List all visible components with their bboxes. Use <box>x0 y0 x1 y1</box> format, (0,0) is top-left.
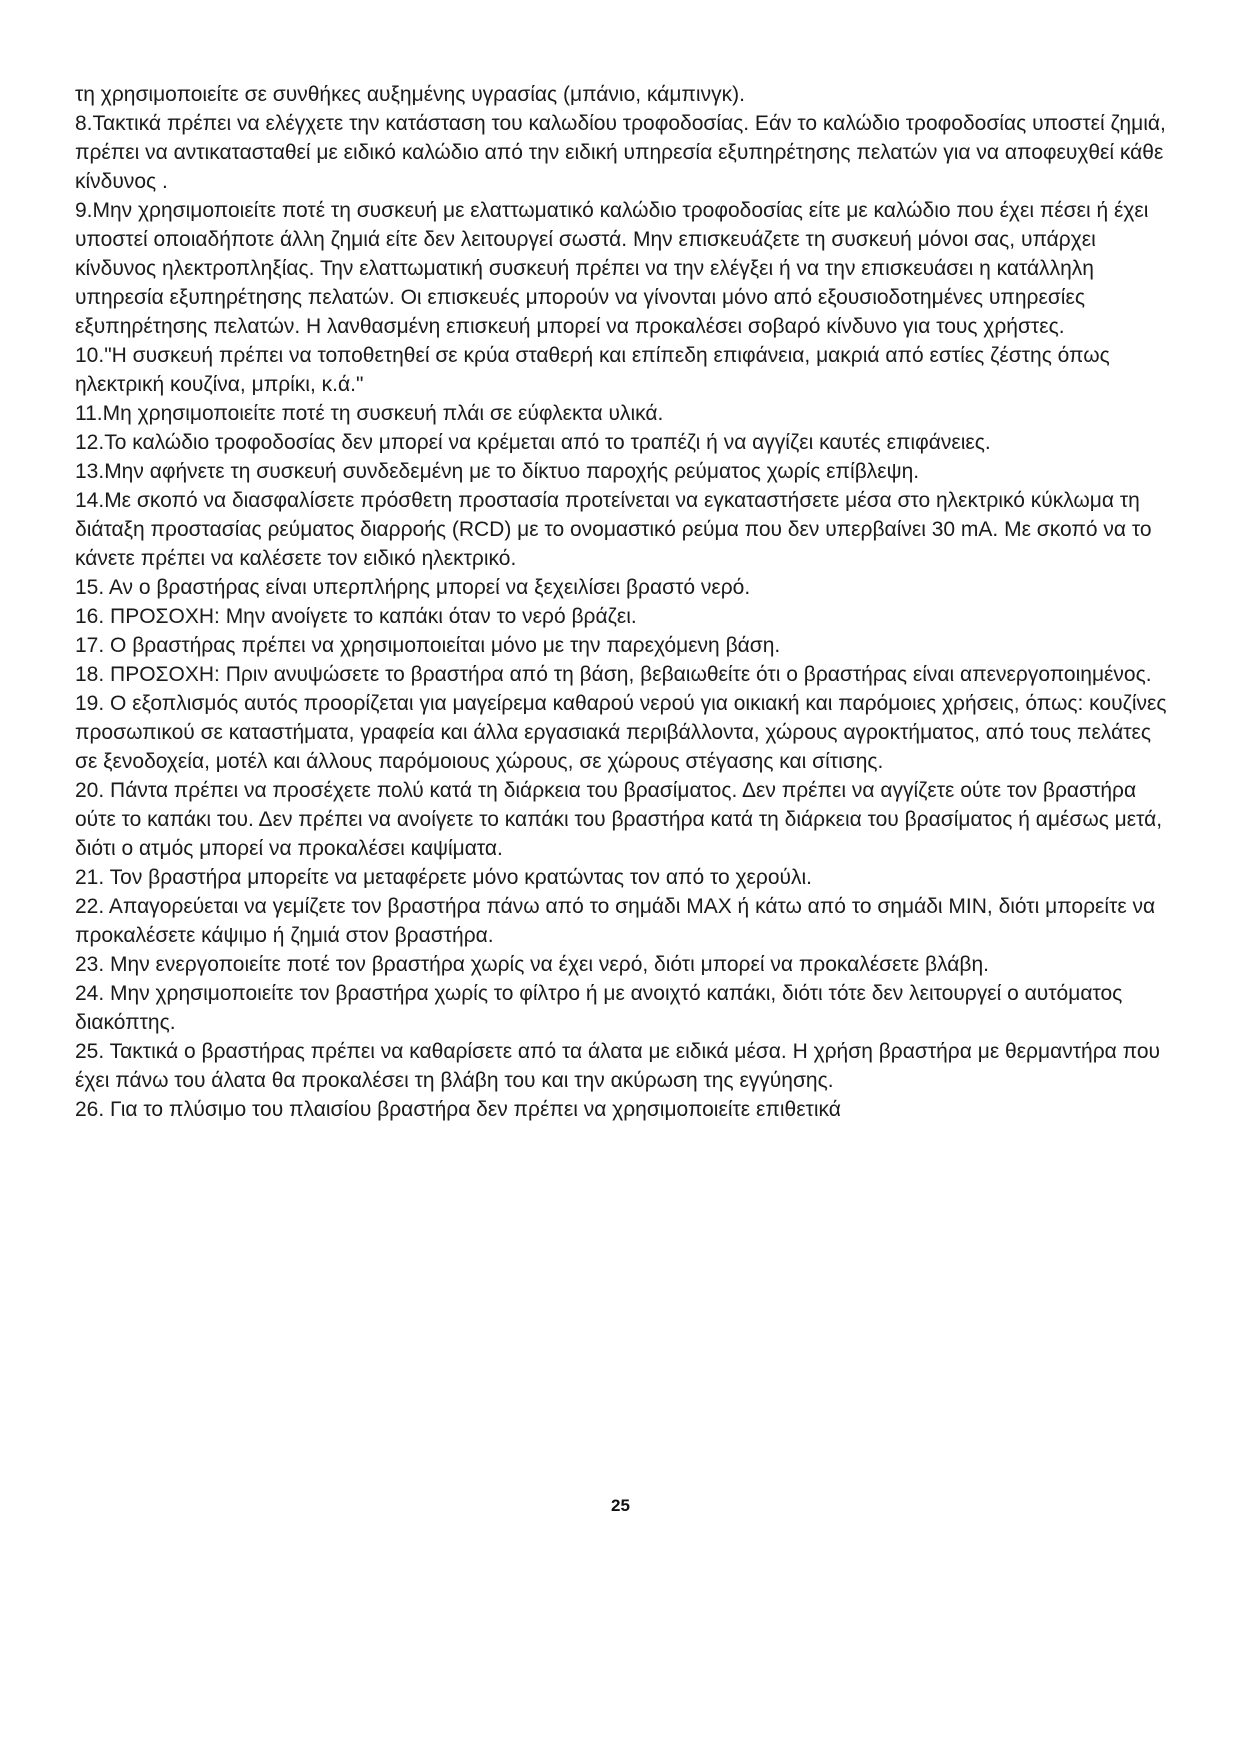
paragraph-item-21: 21. Τον βραστήρα μπορείτε να μεταφέρετε μόνο κρατώντας τον από το χερούλι. <box>75 866 813 889</box>
page-number: 25 <box>611 1496 630 1515</box>
paragraph-continuation: τη χρησιμοποιείτε σε συνθήκες αυξημένης υγρασίας (μπάνιο, κάμπινγκ). <box>75 83 745 106</box>
paragraph-item-16: 16. ΠΡΟΣΟΧΗ: Μην ανοίγετε το καπάκι όταν το νερό βράζει. <box>75 605 637 628</box>
paragraph-item-9: 9.Μην χρησιμοποιείτε ποτέ τη συσκευή με ελαττωματικό καλώδιο τροφοδοσίας είτε με καλώδιο που έχει πέσει ή έχει υποστεί οποιαδήποτε άλλη ζημιά είτε δεν λειτουργεί σωστά. Μην επισκευάζετε τη συσκευή μόνοι σας, υπάρχει κίνδυνος ηλεκτροπληξίας. Την ελαττωματική συσκευή πρέπει να την ελέγξει ή να την επισκευάσει η κατάλληλη υπηρεσία εξυπηρέτησης πελατών. Οι επισκευές μπορούν να γίνονται μόνο από εξουσιοδοτημένες υπηρεσίες εξυπηρέτησης πελατών. Η λανθασμένη επισκευή μπορεί να προκαλέσει σοβαρό κίνδυνο για τους χρήστες. <box>75 199 1149 338</box>
paragraph-item-15: 15. Αν ο βραστήρας είναι υπερπλήρης μπορεί να ξεχειλίσει βραστό νερό. <box>75 576 751 599</box>
paragraph-item-24: 24. Μην χρησιμοποιείτε τον βραστήρα χωρίς το φίλτρο ή με ανοιχτό καπάκι, διότι τότε δεν λειτουργεί ο αυτόματος διακόπτης. <box>75 982 1123 1034</box>
paragraph-item-22: 22. Απαγορεύεται να γεμίζετε τον βραστήρα πάνω από το σημάδι MAX ή κάτω από το σημάδι MIN, διότι μπορείτε να προκαλέσετε κάψιμο ή ζημιά στον βραστήρα. <box>75 895 1156 947</box>
paragraph-item-25: 25. Τακτικά ο βραστήρας πρέπει να καθαρίσετε από τα άλατα με ειδικά μέσα. Η χρήση βραστήρα με θερμαντήρα που έχει πάνω του άλατα θα προκαλέσει τη βλάβη του και την ακύρωση της εγγύησης. <box>75 1040 1160 1092</box>
body-text <box>75 80 1170 1124</box>
paragraph-item-12: 12.Το καλώδιο τροφοδοσίας δεν μπορεί να κρέμεται από το τραπέζι ή να αγγίζει καυτές επιφάνειες. <box>75 431 991 454</box>
paragraph-item-23: 23. Μην ενεργοποιείτε ποτέ τον βραστήρα χωρίς να έχει νερό, διότι μπορεί να προκαλέσετε βλάβη. <box>75 953 989 976</box>
paragraph-item-10: 10."Η συσκευή πρέπει να τοποθετηθεί σε κρύα σταθερή και επίπεδη επιφάνεια, μακριά από εστίες ζέστης όπως ηλεκτρική κουζίνα, μπρίκι, κ.ά." <box>75 344 1110 396</box>
paragraph-item-26: 26. Για το πλύσιμο του πλαισίου βραστήρα δεν πρέπει να χρησιμοποιείτε επιθετικά <box>75 1098 841 1121</box>
paragraph-item-19: 19. Ο εξοπλισμός αυτός προορίζεται για μαγείρεμα καθαρού νερού για οικιακή και παρόμοιες χρήσεις, όπως: κουζίνες προσωπικού σε καταστήματα, γραφεία και άλλα εργασιακά περιβάλλοντα, χώρους αγροκτήματος, από τους πελάτες σε ξενοδοχεία, μοτέλ και άλλους παρόμοιους χώρους, σε χώρους στέγασης και σίτισης. <box>75 692 1167 773</box>
paragraph-item-14: 14.Με σκοπό να διασφαλίσετε πρόσθετη προστασία προτείνεται να εγκαταστήσετε μέσα στο ηλεκτρικό κύκλωμα τη διάταξη προστασίας ρεύματος διαρροής (RCD) με το ονομαστικό ρεύμα που δεν υπερβαίνει 30 mA. Με σκοπό να το κάνετε πρέπει να καλέσετε τον ειδικό ηλεκτρικό. <box>75 489 1152 570</box>
paragraph-item-11: 11.Μη χρησιμοποιείτε ποτέ τη συσκευή πλάι σε εύφλεκτα υλικά. <box>75 402 664 425</box>
paragraph-item-20: 20. Πάντα πρέπει να προσέχετε πολύ κατά τη διάρκεια του βρασίματος. Δεν πρέπει να αγγίζετε ούτε τον βραστήρα ούτε το καπάκι του. Δεν πρέπει να ανοίγετε το καπάκι του βραστήρα κατά τη διάρκεια του βρασίματος ή αμέσως μετά, διότι ο ατμός μπορεί να προκαλέσει καψίματα. <box>75 779 1163 860</box>
paragraph-item-8: 8.Τακτικά πρέπει να ελέγχετε την κατάσταση του καλωδίου τροφοδοσίας. Εάν το καλώδιο τροφοδοσίας υποστεί ζημιά, πρέπει να αντικατασταθεί με ειδικό καλώδιο από την ειδική υπηρεσία εξυπηρέτησης πελατών για να αποφευχθεί κάθε κίνδυνος . <box>75 112 1166 193</box>
paragraph-item-18: 18. ΠΡΟΣΟΧΗ: Πριν ανυψώσετε το βραστήρα από τη βάση, βεβαιωθείτε ότι ο βραστήρας είναι απενεργοποιημένος. <box>75 663 1152 686</box>
paragraph-item-13: 13.Μην αφήνετε τη συσκευή συνδεδεμένη με το δίκτυο παροχής ρεύματος χωρίς επίβλεψη. <box>75 460 920 483</box>
paragraph-item-17: 17. Ο βραστήρας πρέπει να χρησιμοποιείται μόνο με την παρεχόμενη βάση. <box>75 634 781 657</box>
